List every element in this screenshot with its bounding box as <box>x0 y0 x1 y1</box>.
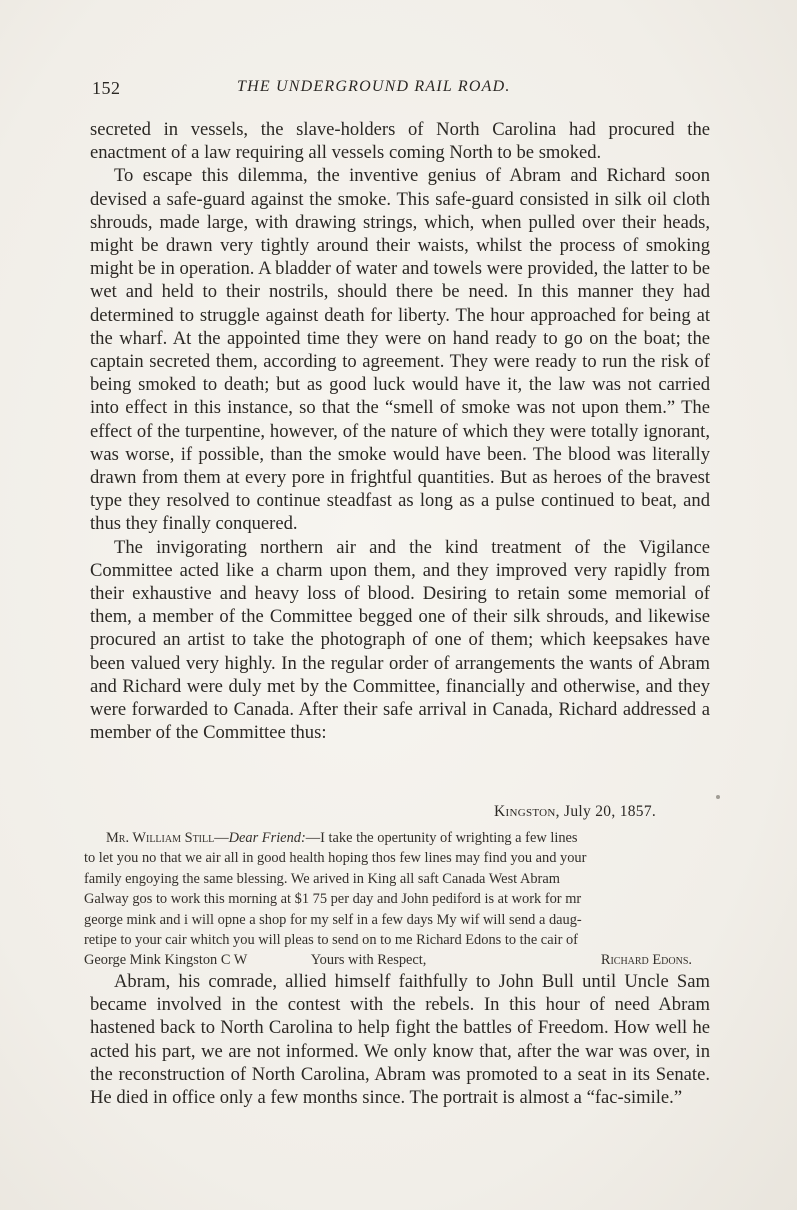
letter-line: —I take the opertunity of wrighting a few lines <box>305 830 578 846</box>
page-number: 152 <box>92 78 121 98</box>
paragraph-escape-plan: To escape this dilemma, the inventive genius of Abram and Richard soon devised a safe-guard against the smoke. This safe-guard consisted in silk oil cloth shrouds, made large, with drawing strings, which, when pulled over their heads, might be drawn very tightly around their waists, whilst the process of smoking might be in operation. A bladder of water and towels were provided, the latter to be wet and held to their nostrils, should there be need. In this manner they had determined to struggle against death for liberty. The hour approached for being at the wharf. At the appointed time they were on hand ready to go on the boat; the captain secreted them, according to agreement. They were ready to run the risk of being smoked to death; but as good luck would have it, the law was not carried into effect in this instance, so that the “smell of smoke was not upon them.” The effect of the turpentine, however, of the nature of which they were totally ignorant, was worse, if possible, than the smoke would have been. The blood was literally drawn from them at every pore in frightful quantities. But as heroes of the bravest type they resolved to continue steadfast as long as a pulse continued to beat, and thus they finally conquered. <box>90 165 710 535</box>
letter-line: family engoying the same blessing. We arived in King all saft Canada West Abram <box>84 870 560 887</box>
letter-line: Galway gos to work this morning at $1 75 per day and John pediford is at work for mr <box>84 891 582 908</box>
ink-smudge <box>716 795 720 799</box>
paragraph-abram-senate: Abram, his comrade, allied himself faithfully to John Bull until Uncle Sam became involved in the contest with the rebels. In this hour of need Abram hastened back to North Carolina to help fight the battles of Freedom. How well he acted his part, we are not informed. We only know that, after the war was over, in the reconstruction of North Carolina, Abram was promoted to a seat in its Senate. He died in office only a few months since. The portrait is almost a “fac-simile.” <box>90 971 710 1109</box>
closing-text <box>90 970 710 1109</box>
letter-line: to let you no that we air all in good health hoping thos few lines may find you and your <box>84 850 587 867</box>
letter-address: George Mink Kingston C W <box>84 952 248 969</box>
letter-dateline <box>494 803 656 821</box>
letter-line: retipe to your cair whitch you will pleas to send on to me Richard Edons to the cair of <box>84 932 578 949</box>
page-header <box>92 78 712 102</box>
salutation-greeting: Dear Friend: <box>228 830 306 846</box>
dateline-date: July 20, 1857. <box>564 803 657 820</box>
quoted-letter <box>84 828 704 971</box>
letter-closing: Yours with Respect, <box>310 952 427 969</box>
salutation-name: Mr. William Still <box>106 830 215 846</box>
letter-line: george mink and i will opne a shop for my self in a few days My wif will send a daug- <box>84 911 582 928</box>
letter-signature: Richard Edons. <box>600 952 692 969</box>
dateline-place: Kingston, <box>494 803 560 820</box>
paragraph-continuation: secreted in vessels, the slave-holders of North Carolina had procured the enactment of a law requiring all vessels coming North to be smoked. <box>90 119 710 164</box>
letter-first-line <box>84 828 704 848</box>
main-text <box>90 118 710 744</box>
running-title: THE UNDERGROUND RAIL ROAD. <box>237 78 511 95</box>
letter-last-line <box>84 950 704 970</box>
paragraph-vigilance-committee: The invigorating northern air and the kind treatment of the Vigilance Committee acted like a charm upon them, and they improved very rapidly from their exhaustive and heavy loss of blood. Desiring to retain some memorial of them, a member of the Committee begged one of their silk shrouds, and likewise procured an artist to take the photograph of one of them; which keepsakes have been valued very highly. In the regular order of arrangements the wants of Abram and Richard were duly met by the Committee, financially and otherwise, and they were forwarded to Canada. After their safe arrival in Canada, Richard addressed a member of the Committee thus: <box>90 536 710 744</box>
salutation-dash: — <box>214 830 229 846</box>
